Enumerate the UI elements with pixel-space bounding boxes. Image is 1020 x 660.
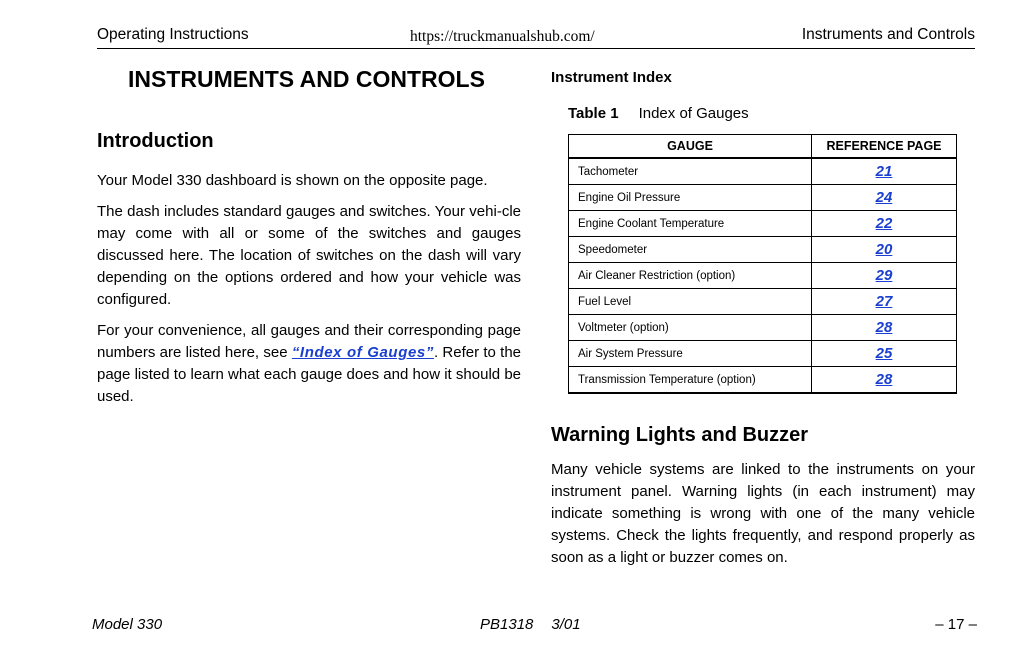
- footer-page-number: – 17 –: [935, 616, 977, 633]
- gauge-name: Engine Oil Pressure: [569, 185, 812, 211]
- table-caption: [568, 105, 749, 122]
- page-title: INSTRUMENTS AND CONTROLS: [128, 66, 485, 92]
- table-title: Index of Gauges: [638, 105, 749, 122]
- warning-lights-paragraph: Many vehicle systems are linked to the instruments on your instrument panel. Warning lights (in each instrument) may indicate something is wrong with one of the many vehicle systems. Check the lights frequently, and respond properly as soon as a light or buzzer comes on.: [551, 461, 975, 566]
- reference-page-link[interactable]: 24: [875, 189, 893, 206]
- instrument-index-heading: Instrument Index: [551, 69, 672, 86]
- table-row: [569, 315, 957, 341]
- reference-page-cell: [812, 263, 957, 289]
- intro-paragraph-1: Your Model 330 dashboard is shown on the opposite page.: [97, 172, 488, 189]
- gauge-name: Air System Pressure: [569, 341, 812, 367]
- gauge-name: Speedometer: [569, 237, 812, 263]
- reference-page-cell: [812, 237, 957, 263]
- header-right-text: Instruments and Controls: [801, 26, 975, 43]
- table-number: Table 1: [568, 105, 619, 122]
- reference-page-cell: [812, 315, 957, 341]
- reference-page-link[interactable]: 20: [875, 241, 893, 258]
- reference-page-link[interactable]: 25: [875, 345, 893, 362]
- reference-page-cell: [812, 341, 957, 367]
- reference-page-link[interactable]: 21: [875, 163, 893, 180]
- gauge-name: Engine Coolant Temperature: [569, 211, 812, 237]
- footer-doc-number: PB1318: [480, 616, 534, 633]
- footer-doc-info: [480, 616, 581, 633]
- table-row: [569, 211, 957, 237]
- gauge-name: Transmission Temperature (option): [569, 367, 812, 394]
- intro-paragraph-3: [97, 320, 521, 408]
- reference-page-link[interactable]: 27: [875, 293, 893, 310]
- table-row: [569, 237, 957, 263]
- table-row: [569, 289, 957, 315]
- table-row: [569, 263, 957, 289]
- introduction-heading: Introduction: [97, 130, 214, 152]
- reference-page-link[interactable]: 29: [875, 267, 893, 284]
- intro-paragraph-2: The dash includes standard gauges and switches. Your vehi-cle may come with all or some of the switches and gauges discussed here. The location of switches on the dash will vary depending on the options ordered and how your vehicle was configured.: [97, 203, 521, 308]
- reference-page-link[interactable]: 28: [875, 319, 893, 336]
- warning-lights-heading: Warning Lights and Buzzer: [551, 424, 809, 446]
- table-header-row: [569, 135, 957, 159]
- table-row: [569, 367, 957, 394]
- table-row: [569, 341, 957, 367]
- page-footer: [92, 616, 977, 636]
- gauge-index-table: [568, 134, 957, 394]
- gauge-name: Air Cleaner Restriction (option): [569, 263, 812, 289]
- gauge-name: Fuel Level: [569, 289, 812, 315]
- footer-date: 3/01: [551, 616, 581, 633]
- reference-page-link[interactable]: 28: [875, 371, 893, 388]
- header-url[interactable]: https://truckmanualshub.com/: [410, 28, 595, 45]
- column-header-gauge: GAUGE: [569, 135, 812, 159]
- table-row: [569, 185, 957, 211]
- para3-text-before: For your convenience, all gauges and their corresponding page numbers are listed here, see: [97, 322, 521, 361]
- reference-page-cell: [812, 289, 957, 315]
- header-left-text: Operating Instructions: [97, 26, 249, 43]
- column-header-reference-page: REFERENCE PAGE: [812, 135, 957, 159]
- reference-page-cell: [812, 367, 957, 394]
- para3-text-after: . Refer to the page listed to learn what each gauge does and how it should be used.: [97, 344, 521, 405]
- footer-model: Model 330: [92, 616, 163, 633]
- index-of-gauges-link[interactable]: “Index of Gauges”: [291, 344, 434, 361]
- reference-page-cell: [812, 158, 957, 185]
- reference-page-cell: [812, 185, 957, 211]
- table-row: [569, 158, 957, 185]
- reference-page-link[interactable]: 22: [875, 215, 893, 232]
- gauge-name: Tachometer: [569, 158, 812, 185]
- page-header: [97, 26, 975, 49]
- reference-page-cell: [812, 211, 957, 237]
- gauge-name: Voltmeter (option): [569, 315, 812, 341]
